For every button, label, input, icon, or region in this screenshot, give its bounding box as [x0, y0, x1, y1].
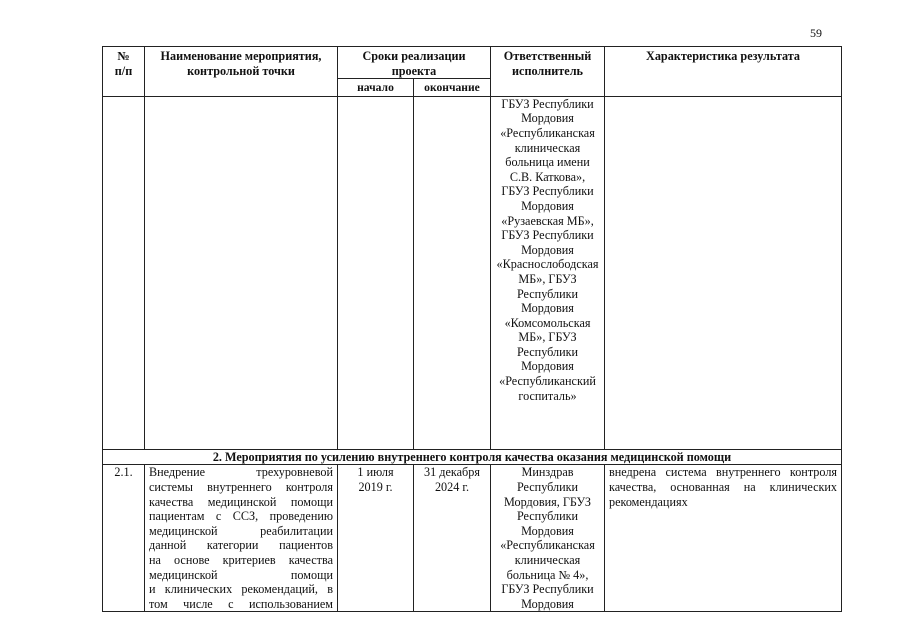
cell-line: ГБУЗ Республики: [501, 582, 594, 597]
cell-line: больница имени: [505, 155, 590, 170]
cell-line: Мордовия: [521, 242, 574, 257]
header-result: Характеристика результата: [605, 47, 842, 97]
cell-line: ГБУЗ Республики: [501, 184, 594, 199]
cell-num: 2.1.: [103, 465, 145, 612]
cell-result: внедрена система внутреннего контроля качества, основанная на клинических рекомендациях: [605, 465, 842, 612]
cell-responsible: [491, 96, 605, 449]
page-number: 59: [810, 26, 822, 40]
cell-start: [338, 465, 414, 612]
cell-line: С.В. Каткова»,: [509, 169, 586, 184]
cell-line: «Краснослободская: [496, 257, 599, 272]
cell-line: Республики: [516, 479, 579, 494]
cell-line: 2019 г.: [358, 479, 393, 494]
cell-num: [103, 96, 145, 449]
cell-line: на основе критериев качества: [149, 552, 333, 567]
table-row-continuation: [103, 96, 842, 449]
cell-line: ГБУЗ Республики: [501, 96, 594, 111]
cell-line: 1 июля: [357, 465, 394, 480]
cell-name: [145, 465, 338, 612]
cell-responsible: [491, 465, 605, 612]
cell-line: пациентам с ССЗ, проведению: [149, 509, 333, 524]
cell-line: Мордовия, ГБУЗ: [504, 494, 592, 509]
cell-line: Мордовия: [521, 301, 574, 316]
cell-line: Минздрав: [521, 465, 574, 480]
cell-line: том числе с использованием: [149, 596, 333, 611]
cell-end: [414, 96, 491, 449]
cell-line: больница № 4»,: [506, 567, 589, 582]
cell-line: МБ», ГБУЗ: [518, 271, 577, 286]
cell-line: системы внутреннего контроля: [149, 479, 333, 494]
cell-line: данной категории пациентов: [149, 538, 333, 553]
cell-line: МБ», ГБУЗ: [518, 330, 577, 345]
cell-line: Мордовия: [521, 523, 574, 538]
cell-line: клиническая: [514, 552, 581, 567]
cell-line: Мордовия: [521, 198, 574, 213]
cell-line: качества медицинской помощи: [149, 494, 333, 509]
cell-line: 31 декабря: [424, 465, 480, 480]
header-num: № п/п: [103, 47, 145, 97]
cell-line: 2024 г.: [434, 479, 470, 494]
cell-line: клиническая: [514, 140, 581, 155]
table-row: [103, 465, 842, 612]
cell-line: «Республиканская: [500, 125, 595, 140]
cell-line: ГБУЗ Республики: [501, 228, 594, 243]
cell-line: медицинской реабилитации: [149, 523, 333, 538]
section-row: [103, 449, 842, 465]
cell-line: «Рузаевская МБ»,: [501, 213, 594, 228]
measures-table: [102, 46, 842, 612]
cell-line: «Комсомольская: [504, 315, 591, 330]
cell-line: медицинской помощи: [149, 567, 333, 582]
cell-result: [605, 96, 842, 449]
cell-line: Республики: [516, 509, 579, 524]
cell-end: [414, 465, 491, 612]
cell-line: госпиталь»: [518, 388, 577, 403]
cell-line: Республики: [516, 286, 579, 301]
cell-line: Мордовия: [521, 111, 574, 126]
cell-line: «Республиканский: [499, 374, 596, 389]
cell-start: [338, 96, 414, 449]
cell-line: «Республиканская: [500, 538, 595, 553]
cell-line: Мордовия: [521, 596, 574, 611]
cell-name: [145, 96, 338, 449]
section-title: 2. Мероприятия по усилению внутреннего контроля качества оказания медицинской помощи: [103, 449, 842, 465]
cell-line: и клинических рекомендаций, в: [149, 582, 333, 597]
header-terms: Сроки реализации проекта: [338, 47, 491, 79]
header-responsible: Ответственный исполнитель: [491, 47, 605, 97]
header-name: Наименование мероприятия, контрольной точки: [145, 47, 338, 97]
cell-line: Республики: [516, 344, 579, 359]
cell-line: Мордовия: [521, 359, 574, 374]
header-start: начало: [338, 79, 414, 97]
header-end: окончание: [414, 79, 491, 97]
cell-line: Внедрение трехуровневой: [149, 465, 333, 480]
